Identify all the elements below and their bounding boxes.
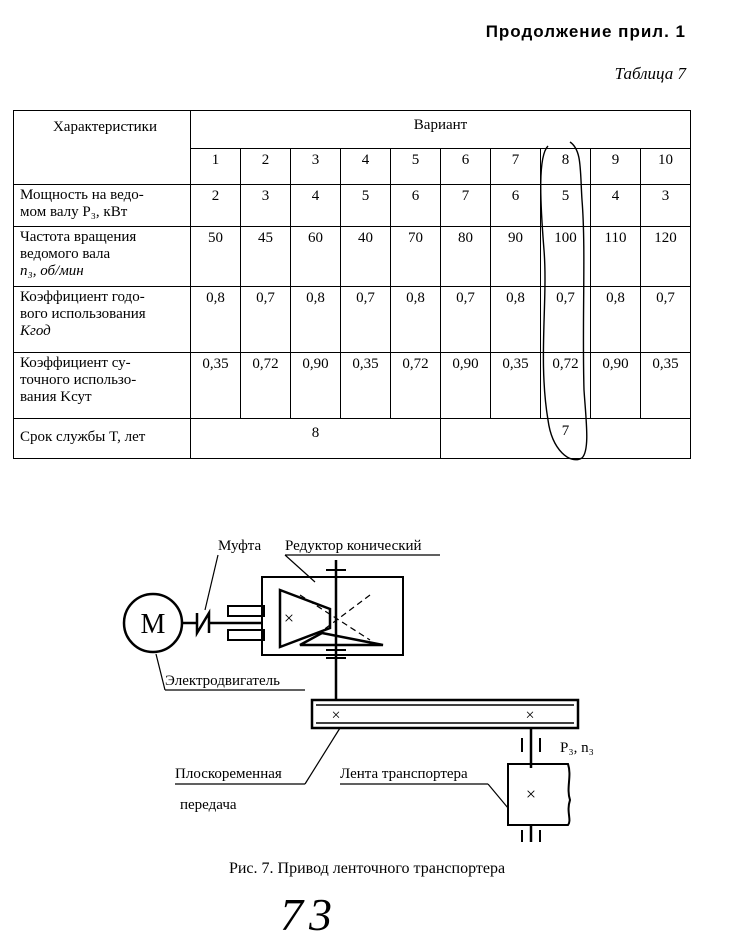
variant-number: 10	[641, 149, 691, 185]
row-label: Срок службы T, лет	[14, 419, 191, 459]
table-cell: 0,7	[341, 287, 391, 353]
row-label: Мощность на ведо- мом валу P₃, кВт	[14, 185, 191, 227]
svg-text:×: ×	[525, 707, 535, 724]
corner-header: Характеристики	[14, 111, 191, 185]
table-cell: 70	[391, 227, 441, 287]
table-cell: 50	[191, 227, 241, 287]
table-cell: 0,90	[591, 353, 641, 419]
table-cell: 6	[391, 185, 441, 227]
coupling-label: Муфта	[218, 538, 262, 554]
row-label: Частота вращения ведомого вала n₃, об/мин	[14, 227, 191, 287]
table-cell: 7	[441, 185, 491, 227]
svg-text:×: ×	[283, 608, 295, 628]
drive-diagram	[0, 520, 734, 850]
variant-number: 9	[591, 149, 641, 185]
table-cell: 0,90	[441, 353, 491, 419]
coupling-symbol	[197, 613, 209, 633]
table-cell: 3	[241, 185, 291, 227]
table-cell: 40	[341, 227, 391, 287]
belt-label: Плоскоременная	[175, 766, 282, 782]
table-cell: 0,72	[391, 353, 441, 419]
variant-number: 8	[541, 149, 591, 185]
table-cell: 5	[541, 185, 591, 227]
table-cell: 0,72	[241, 353, 291, 419]
table-cell: 0,7	[541, 287, 591, 353]
variant-number: 6	[441, 149, 491, 185]
table-cell: 4	[291, 185, 341, 227]
table-cell: 0,35	[491, 353, 541, 419]
table-cell: 90	[491, 227, 541, 287]
table-cell: 0,8	[591, 287, 641, 353]
motor-label: Электродвигатель	[165, 673, 280, 689]
table-cell: 0,7	[641, 287, 691, 353]
table-cell: 110	[591, 227, 641, 287]
service-life-cell: 7	[441, 419, 691, 459]
motor-symbol: M	[140, 609, 166, 640]
variant-number: 3	[291, 149, 341, 185]
table-cell: 5	[341, 185, 391, 227]
belt-label: передача	[180, 797, 237, 813]
table-cell: 60	[291, 227, 341, 287]
table-cell: 0,8	[291, 287, 341, 353]
table-cell: 0,35	[641, 353, 691, 419]
variant-header: Вариант	[191, 111, 691, 149]
svg-text:×: ×	[525, 784, 537, 804]
output-label: P₃, n₃	[560, 740, 594, 756]
table-cell: 0,35	[191, 353, 241, 419]
conveyor-drum	[508, 764, 570, 825]
handwritten-page-number: 73	[280, 889, 338, 940]
table-cell: 2	[191, 185, 241, 227]
table-cell: 4	[591, 185, 641, 227]
figure-caption: Рис. 7. Привод ленточного транспортера	[228, 860, 506, 877]
table-cell: 0,8	[491, 287, 541, 353]
variant-number: 1	[191, 149, 241, 185]
table-cell: 0,72	[541, 353, 591, 419]
row-label: Коэффициент годо- вого использования Kгод	[14, 287, 191, 353]
variant-number: 7	[491, 149, 541, 185]
table-caption: Таблица 7	[614, 64, 686, 83]
service-life-cell: 8	[191, 419, 441, 459]
variant-number: 4	[341, 149, 391, 185]
variant-number: 5	[391, 149, 441, 185]
table-cell: 0,7	[441, 287, 491, 353]
flat-belt-transmission	[312, 700, 578, 728]
table-cell: 100	[541, 227, 591, 287]
table-cell: 0,90	[291, 353, 341, 419]
table-cell: 0,8	[191, 287, 241, 353]
reducer-label: Редуктор конический	[285, 538, 422, 554]
table-cell: 0,7	[241, 287, 291, 353]
table-cell: 6	[491, 185, 541, 227]
table-cell: 0,8	[391, 287, 441, 353]
table-cell: 45	[241, 227, 291, 287]
table-cell: 120	[641, 227, 691, 287]
table-cell: 3	[641, 185, 691, 227]
motor	[124, 594, 182, 652]
continuation-heading: Продолжение прил. 1	[485, 22, 686, 41]
variant-number: 2	[241, 149, 291, 185]
conveyor-label: Лента транспортера	[340, 766, 468, 782]
row-label: Коэффициент су- точного использо- вания Kсут	[14, 353, 191, 419]
svg-text:×: ×	[331, 707, 341, 724]
table-cell: 80	[441, 227, 491, 287]
table-cell: 0,35	[341, 353, 391, 419]
